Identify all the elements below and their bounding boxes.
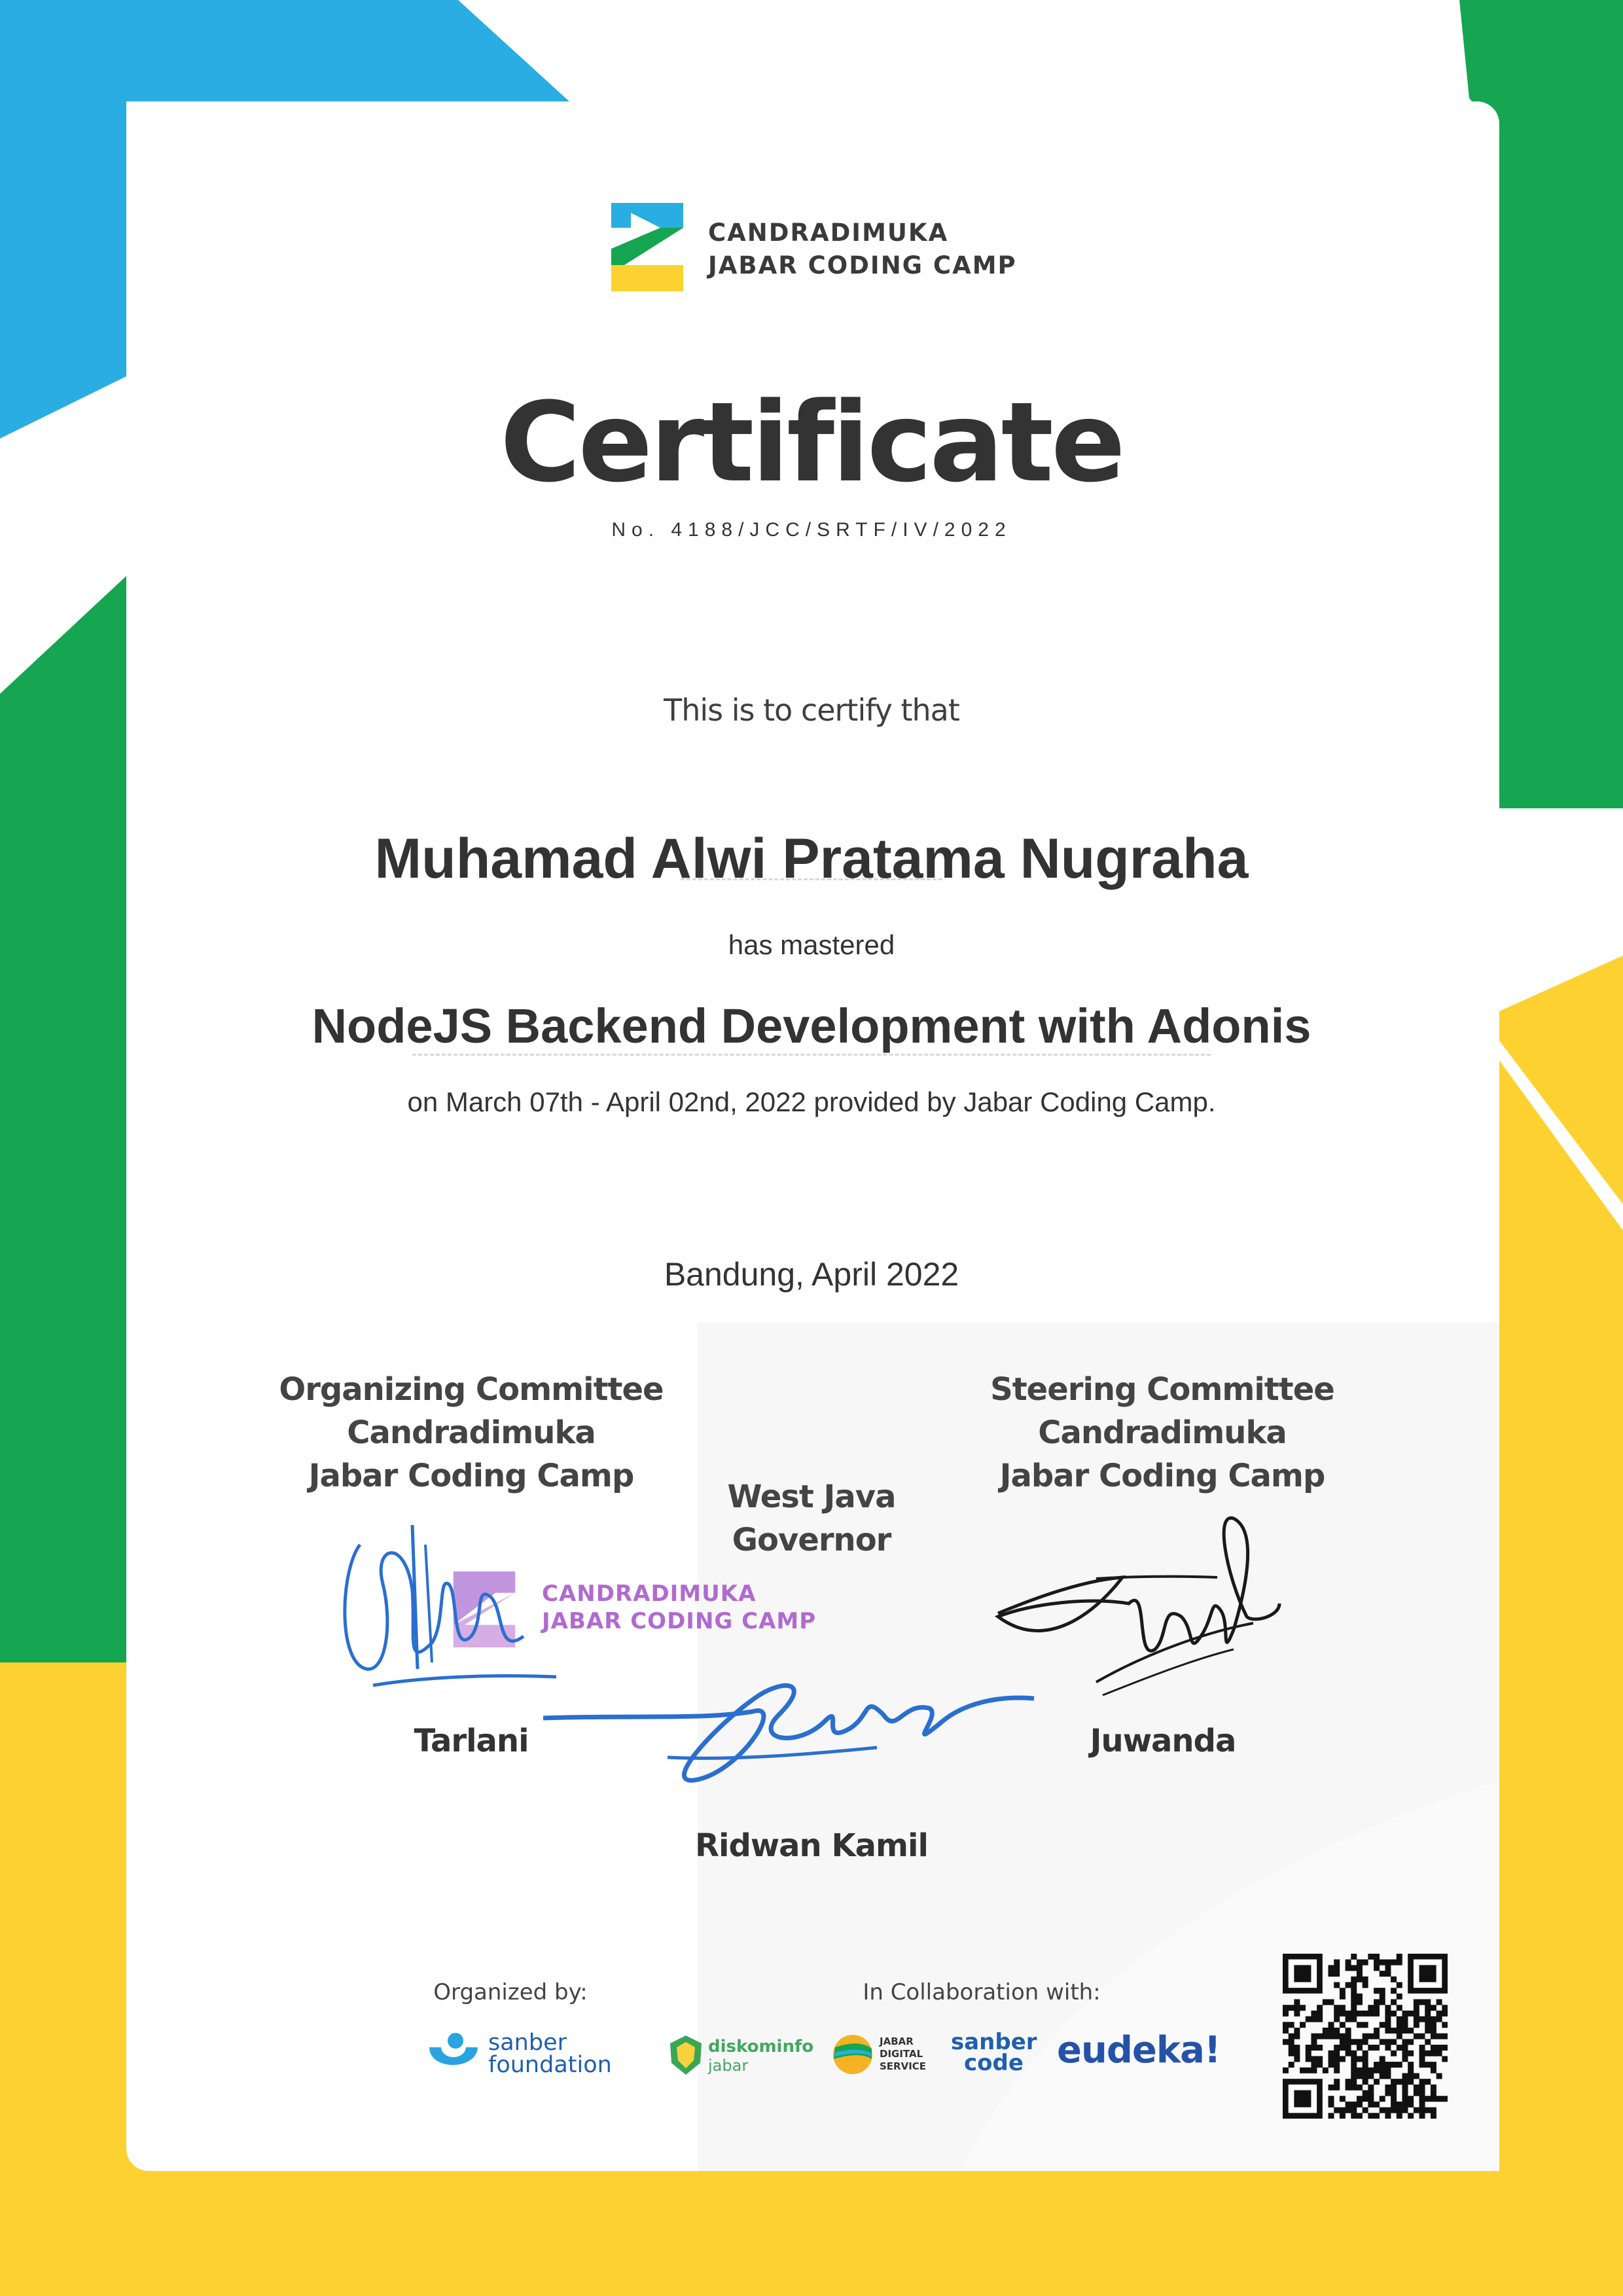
sanber-foundation-text: sanber foundation (488, 2030, 612, 2078)
organizing-line3: Jabar Coding Camp (308, 1458, 634, 1494)
organizing-line1: Organizing Committee (279, 1371, 664, 1408)
mastered-text: has mastered (728, 929, 895, 960)
certificate-number: No. 4188/JCC/SRTF/IV/2022 (611, 519, 1012, 541)
organizing-committee-title (242, 1368, 700, 1498)
organized-by-label: Organized by: (433, 1979, 588, 2005)
course-title: NodeJS Backend Development with Adonis (312, 999, 1311, 1053)
logo-line2: JABAR CODING CAMP (708, 251, 1017, 279)
collaboration-label: In Collaboration with: (863, 1979, 1101, 2005)
steering-line1: Steering Committee (990, 1371, 1334, 1408)
logo-line1: CANDRADIMUKA (708, 219, 949, 247)
green-left-band (0, 576, 126, 1662)
organizing-line2: Candradimuka (347, 1414, 596, 1451)
steering-signer-name: Juwanda (1090, 1723, 1236, 1759)
ridwan-kamil-signature (537, 1649, 1041, 1787)
course-underline (412, 1054, 1211, 1056)
sanbercode-logo (951, 2029, 1036, 2081)
eudeka-logo: eudeka! (1057, 2029, 1221, 2072)
steering-line2: Candradimuka (1038, 1414, 1287, 1451)
jcc-logo-mark (611, 203, 683, 291)
steering-committee-title (933, 1368, 1391, 1498)
jds-text: JABAR DIGITAL SERVICE (880, 2036, 927, 2072)
diskominfo-text: diskominfo (708, 2037, 814, 2056)
recipient-name: Muhamad Alwi Pratama Nugraha (374, 827, 1249, 890)
governor-signer-name: Ridwan Kamil (695, 1827, 928, 1864)
place-date: Bandung, April 2022 (664, 1256, 959, 1293)
stamp-line1: CANDRADIMUKA (542, 1581, 757, 1607)
governor-line2: Governor (732, 1522, 891, 1558)
organizing-signer-name: Tarlani (414, 1723, 529, 1759)
certify-intro: This is to certify that (664, 692, 959, 728)
juwanda-signature (985, 1505, 1286, 1721)
diskominfo-logo (668, 2032, 812, 2079)
sanber-foundation-icon (425, 2032, 482, 2077)
jcc-logo (611, 203, 1017, 291)
certificate-title: Certificate (500, 378, 1123, 507)
steering-line3: Jabar Coding Camp (999, 1458, 1325, 1494)
governor-line1: West Java (727, 1479, 896, 1515)
qr-code (1283, 1954, 1448, 2119)
diskominfo-sub-text: jabar (708, 2056, 749, 2075)
sanbercode-text: sanber code (951, 2029, 1037, 2076)
jds-icon (831, 2033, 874, 2076)
jabar-digital-service-logo (831, 2029, 936, 2081)
stamp-line2: JABAR CODING CAMP (542, 1608, 817, 1634)
diskominfo-emblem-icon (668, 2034, 704, 2076)
sanber-foundation-logo (425, 2029, 612, 2081)
course-period: on March 07th - April 02nd, 2022 provided by Jabar Coding Camp. (407, 1086, 1216, 1117)
governor-title (681, 1475, 942, 1562)
